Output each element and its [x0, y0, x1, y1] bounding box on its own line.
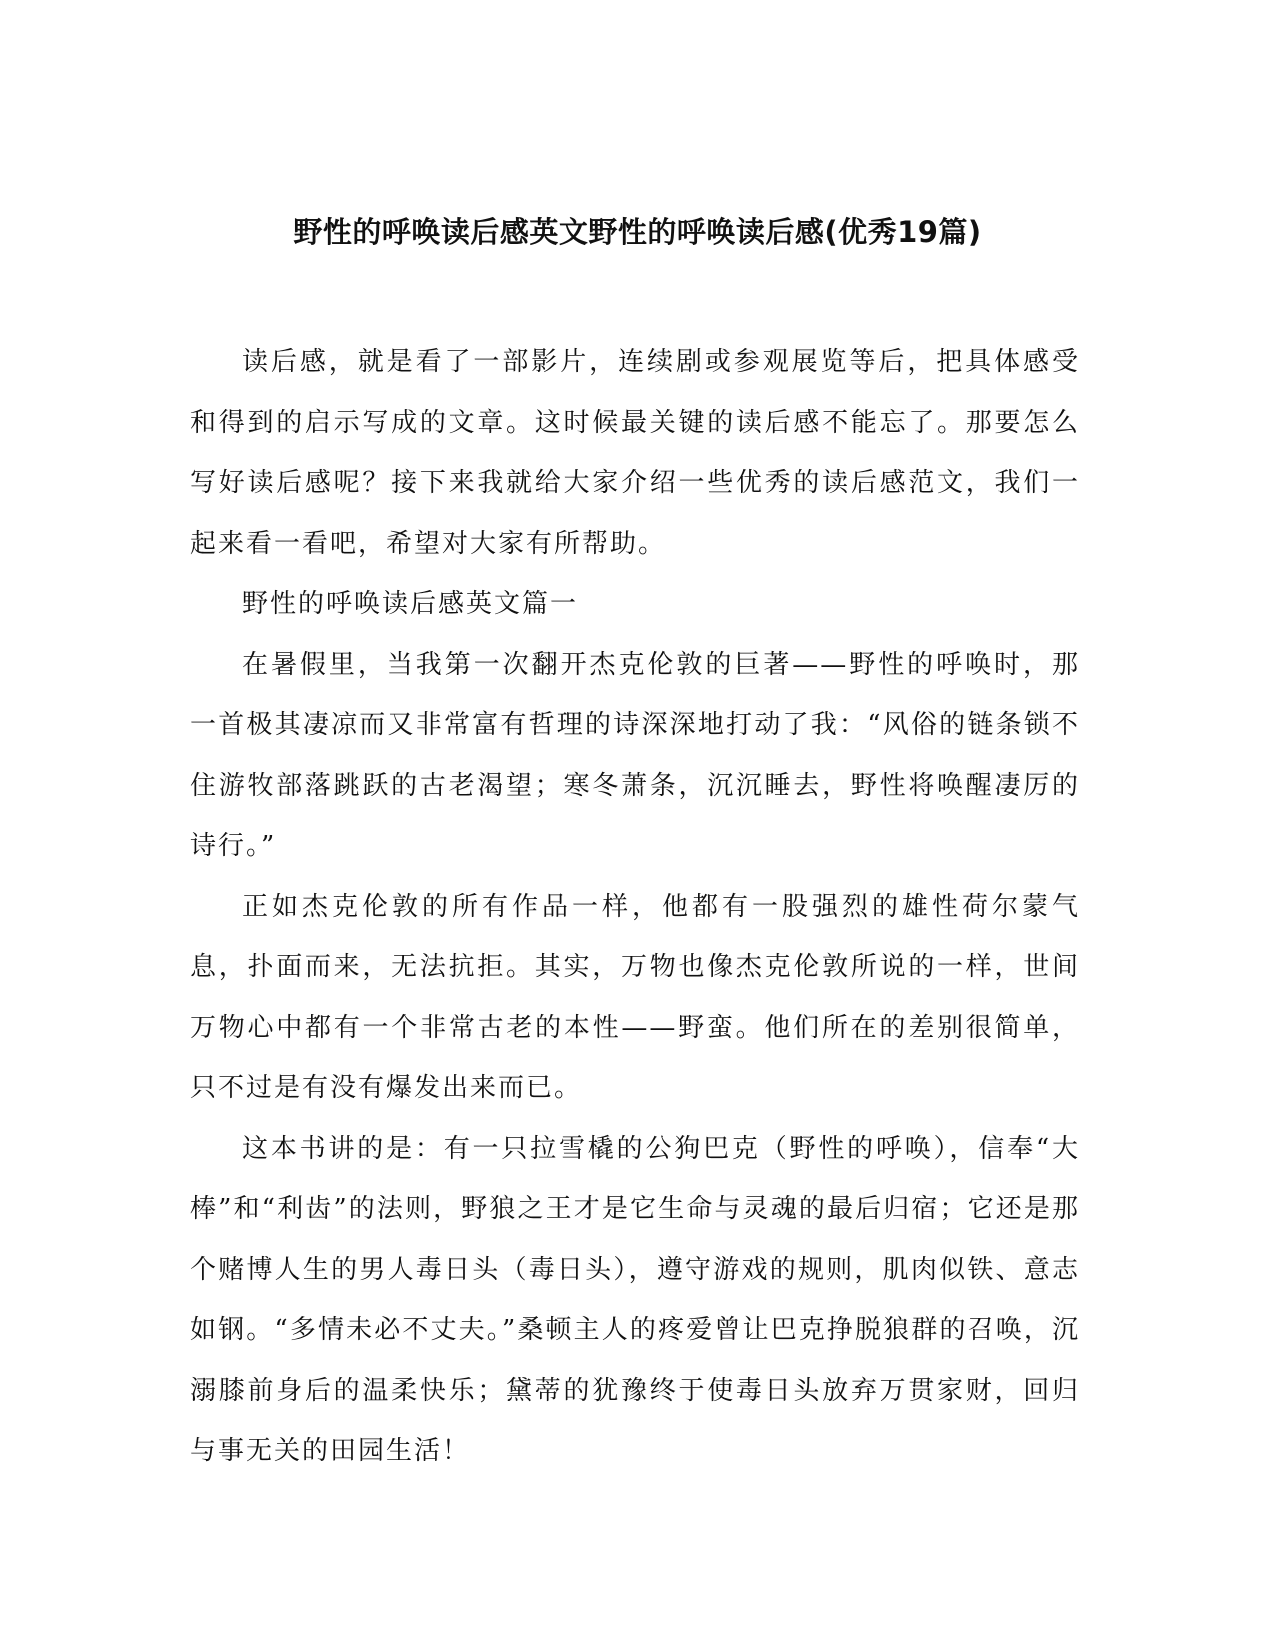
section-heading: 野性的呼唤读后感英文篇一 [242, 589, 579, 619]
paragraph-intro: 读后感，就是看了一部影片，连续剧或参观展览等后，把具体感受和得到的启示写成的文章。这时候最关键的读后感不能忘了。那要怎么写好读后感呢？接下来我就给大家介绍一些优秀的读后感范文，我们一起来看一看吧，希望对大家有所帮助。 [190, 347, 1080, 559]
paragraph-2: 正如杰克伦敦的所有作品一样，他都有一股强烈的雄性荷尔蒙气息，扑面而来，无法抗拒。其实，万物也像杰克伦敦所说的一样，世间万物心中都有一个非常古老的本性——野蛮。他们所在的差别很简单，只不过是有没有爆发出来而已。 [190, 891, 1080, 1103]
paragraph-1: 在暑假里，当我第一次翻开杰克伦敦的巨著——野性的呼唤时，那一首极其凄凉而又非常富有哲理的诗深深地打动了我：“风俗的链条锁不住游牧部落跳跃的古老渴望；寒冬萧条，沉沉睡去，野性将唤醒凄厉的诗行。” [190, 649, 1080, 861]
document-body [190, 332, 1080, 1482]
document-title: 野性的呼唤读后感英文野性的呼唤读后感(优秀19篇) [293, 215, 982, 249]
paragraph-3: 这本书讲的是：有一只拉雪橇的公狗巴克（野性的呼唤），信奉“大棒”和“利齿”的法则，野狼之王才是它生命与灵魂的最后归宿；它还是那个赌博人生的男人毒日头（毒日头），遵守游戏的规则，肌肉似铁、意志如钢。“多情未必不丈夫。”桑顿主人的疼爱曾让巴克挣脱狼群的召唤，沉溺膝前身后的温柔快乐；黛蒂的犹豫终于使毒日头放弃万贯家财，回归与事无关的田园生活！ [190, 1133, 1080, 1466]
